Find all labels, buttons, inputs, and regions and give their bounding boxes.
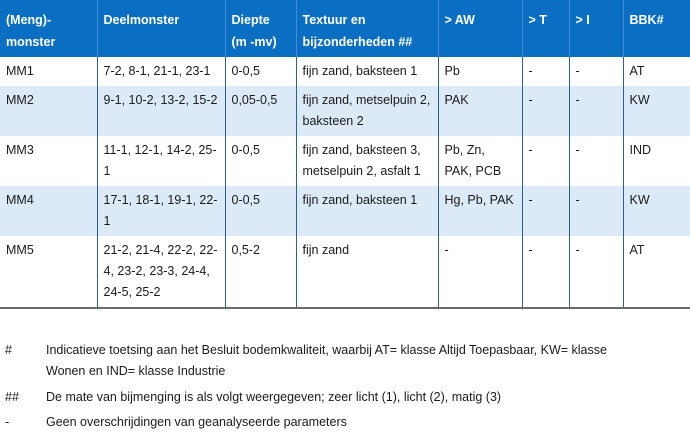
cell-diepte: 0,5-2 (225, 236, 296, 308)
cell-textuur: fijn zand, metselpuin 2, baksteen 2 (296, 86, 438, 136)
cell-code: MM5 (0, 236, 97, 308)
cell-textuur: fijn zand, baksteen 1 (296, 186, 438, 236)
cell-bbk: IND (629, 143, 652, 157)
cell-diepte: 0,05-0,5 (225, 86, 296, 136)
cell-t: - (522, 86, 569, 136)
note-item (0, 387, 690, 408)
cell-i: - (569, 86, 623, 136)
note-item (0, 340, 690, 382)
cell-i: - (569, 186, 623, 236)
cell-deelmonster: 11-1, 12-1, 14-2, 25-1 (97, 136, 225, 186)
table-row (0, 236, 690, 308)
table-row (0, 86, 690, 136)
cell-t: - (522, 186, 569, 236)
cell-aw: Pb, Zn, PAK, PCB (438, 136, 522, 186)
header-bbk: BBK# (623, 0, 690, 57)
note-item (0, 412, 690, 433)
cell-diepte: 0-0,5 (225, 136, 296, 186)
note-symbol: ## (5, 390, 19, 404)
cell-i: - (569, 136, 623, 186)
table-header-row (0, 0, 690, 57)
cell-t: - (522, 57, 569, 86)
table-notes (0, 340, 690, 433)
cell-code: MM3 (0, 136, 97, 186)
cell-t: - (522, 236, 569, 308)
note-symbol: - (5, 415, 10, 429)
note-symbol: # (5, 343, 12, 357)
cell-i: - (569, 57, 623, 86)
cell-diepte: 0-0,5 (225, 57, 296, 86)
note-text: Geen overschrijdingen van geanalyseerde parameters (46, 415, 347, 429)
header-mengmonster: (Meng)- monster (0, 0, 97, 57)
cell-deelmonster: 7-2, 8-1, 21-1, 23-1 (97, 57, 225, 86)
cell-aw: - (438, 236, 522, 308)
cell-code: MM2 (0, 86, 97, 136)
cell-aw: Hg, Pb, PAK (438, 186, 522, 236)
header-deelmonster: Deelmonster (97, 0, 225, 57)
cell-deelmonster: 17-1, 18-1, 19-1, 22-1 (97, 186, 225, 236)
cell-bbk: KW (623, 86, 690, 136)
cell-code: MM1 (0, 57, 97, 86)
table-row (0, 136, 690, 186)
header-t: > T (522, 0, 569, 57)
cell-textuur: fijn zand, baksteen 1 (296, 57, 438, 86)
cell-aw: PAK (438, 86, 522, 136)
cell-deelmonster: 9-1, 10-2, 13-2, 15-2 (97, 86, 225, 136)
header-i: > I (569, 0, 623, 57)
table-row (0, 57, 690, 86)
note-text: De mate van bijmenging is als volgt weergegeven; zeer licht (1), licht (2), matig (3) (46, 390, 502, 404)
cell-deelmonster: 21-2, 21-4, 22-2, 22-4, 23-2, 23-3, 24-4, 24-5, 25-2 (97, 236, 225, 308)
cell-bbk: AT (629, 64, 645, 78)
cell-bbk: KW (623, 186, 690, 236)
cell-i: - (569, 236, 623, 308)
cell-bbk: AT (623, 236, 690, 308)
cell-diepte: 0-0,5 (225, 186, 296, 236)
table-row (0, 186, 690, 236)
header-aw: > AW (438, 0, 522, 57)
cell-textuur: fijn zand (296, 236, 438, 308)
cell-aw: Pb (438, 57, 522, 86)
cell-textuur: fijn zand, baksteen 3, metselpuin 2, asfalt 1 (296, 136, 438, 186)
header-textuur: Textuur en bijzonderheden ## (296, 0, 438, 57)
cell-t: - (522, 136, 569, 186)
header-diepte: Diepte (m -mv) (225, 0, 296, 57)
note-text: Indicatieve toetsing aan het Besluit bodemkwaliteit, waarbij AT= klasse Altijd Toepasbaar, KW= klasse Wonen en IND= klasse Industrie (46, 343, 607, 378)
cell-code: MM4 (0, 186, 97, 236)
